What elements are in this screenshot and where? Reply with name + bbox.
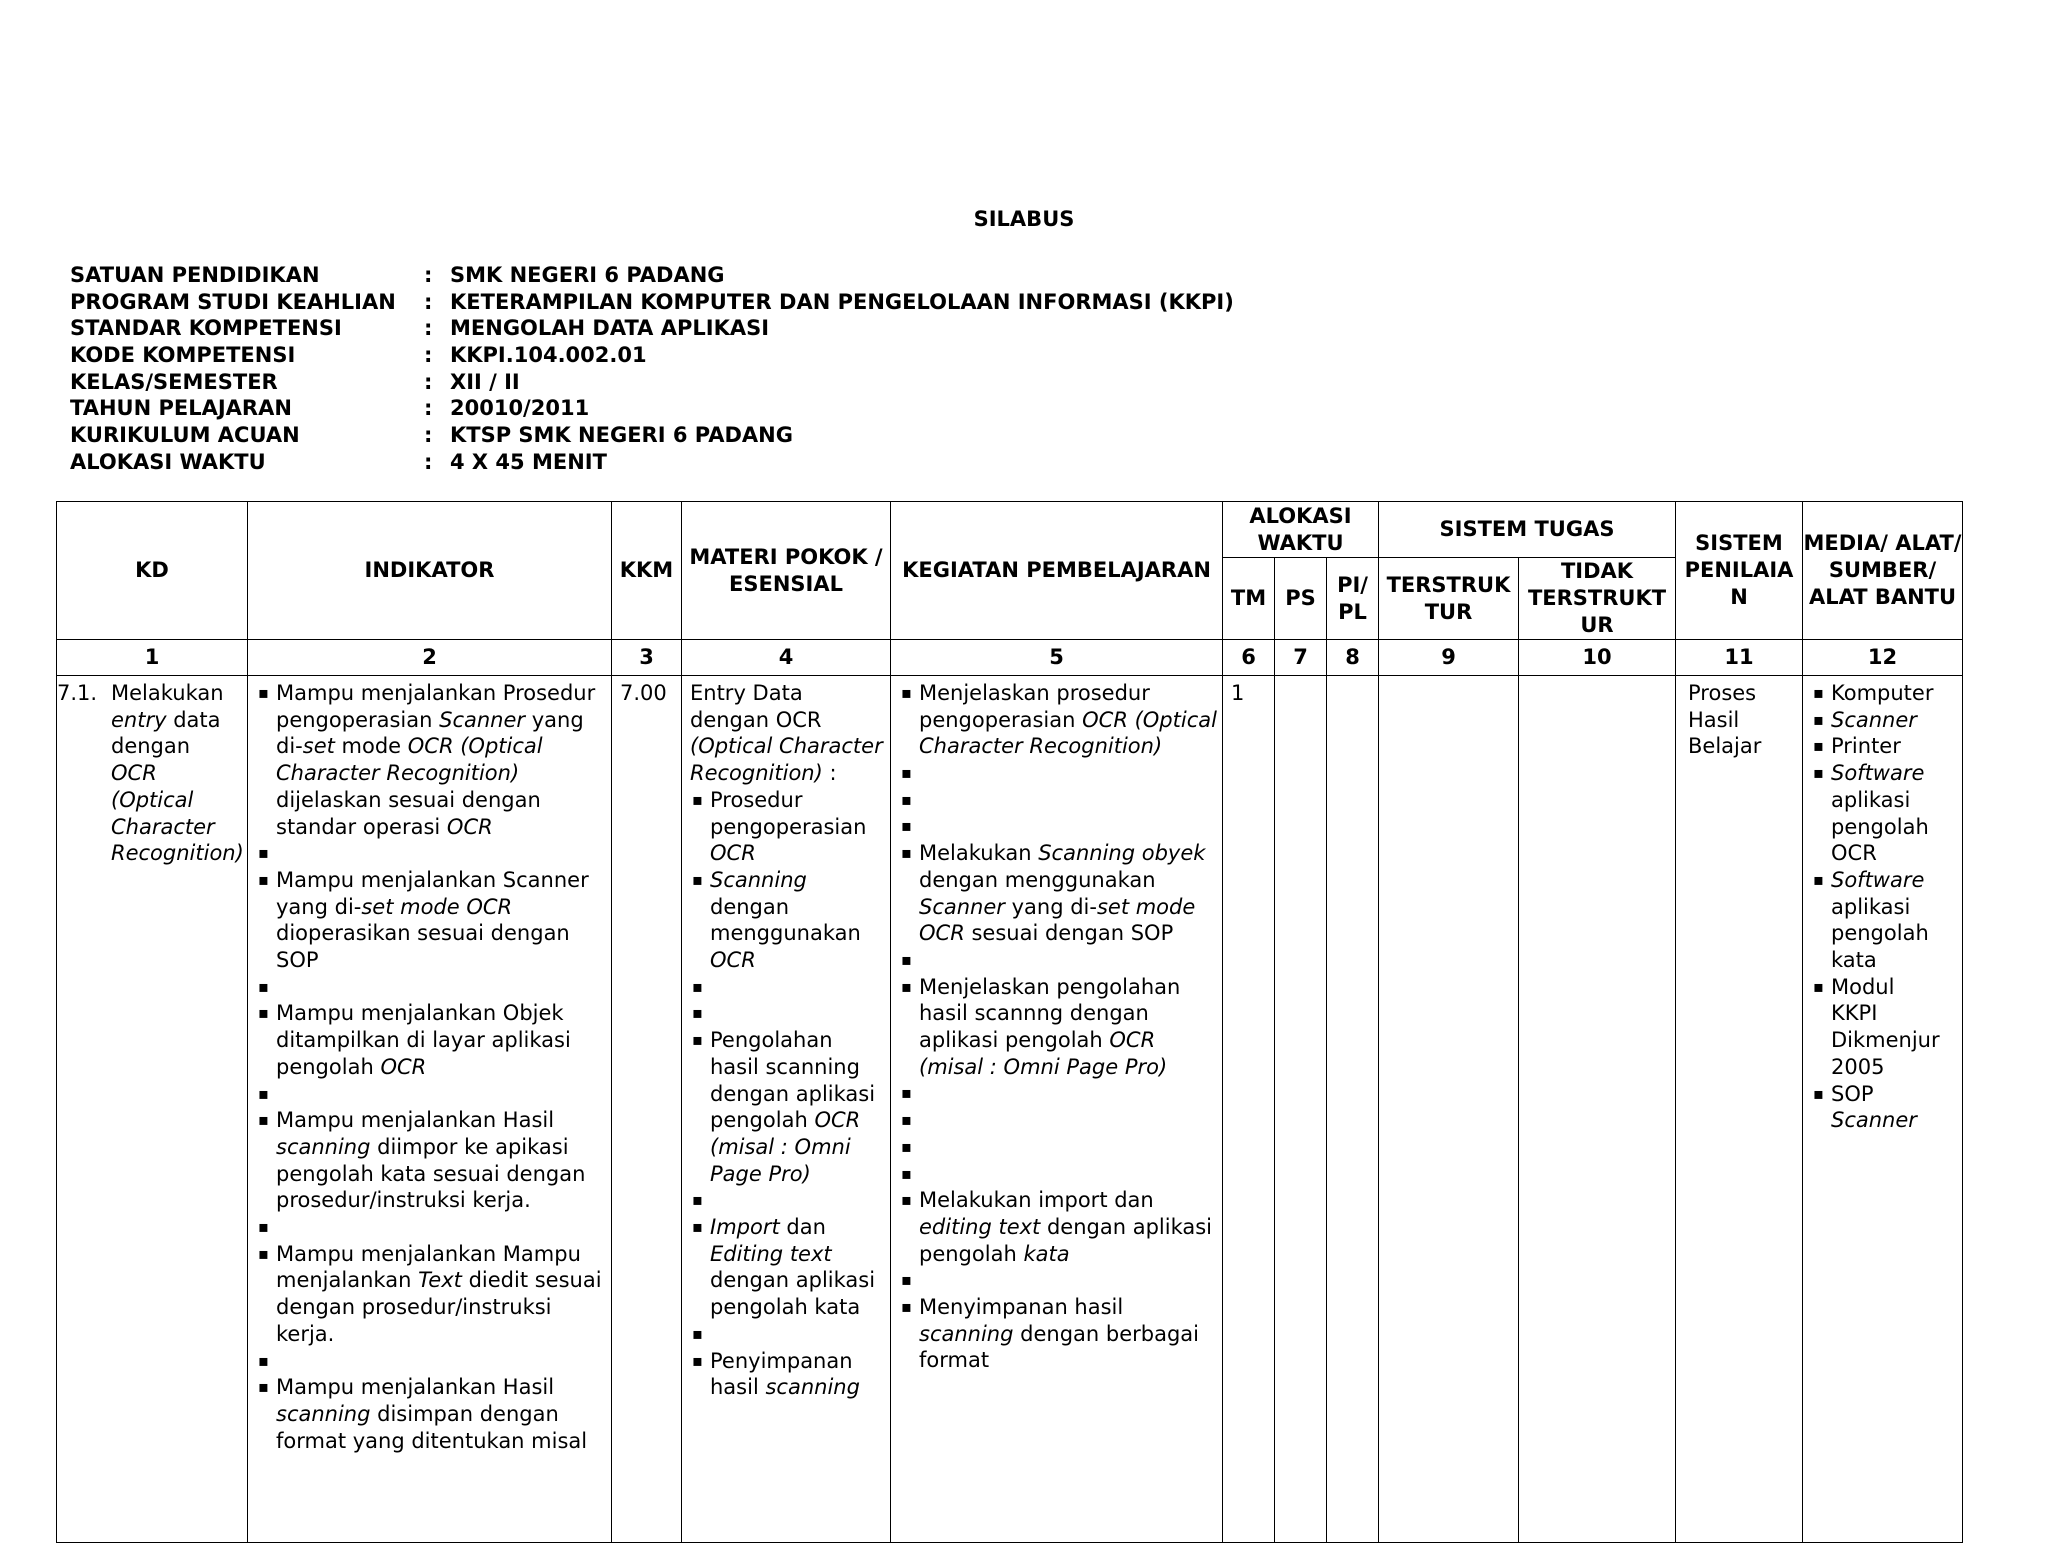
text: Prosedur pengoperasian: [710, 787, 867, 839]
meta-colon: :: [424, 396, 433, 421]
text: scanning: [919, 1321, 1014, 1346]
cell-media: [1803, 676, 1963, 1543]
text: Menjelaskan pengolahan hasil scannng dengan aplikasi pengolah: [919, 974, 1181, 1053]
text: :: [822, 761, 837, 786]
text: OCR (Optical Character Recognition): [276, 734, 543, 786]
meta-colon: :: [424, 316, 433, 341]
text: sesuai dengan SOP: [964, 921, 1174, 946]
text: yang di-: [1004, 894, 1097, 919]
text: Scanner: [919, 894, 1005, 919]
meta-key: KURIKULUM ACUAN: [70, 423, 300, 448]
text: kata: [1023, 1241, 1070, 1266]
column-number: 7: [1275, 640, 1327, 676]
text: Scanning: [710, 867, 807, 892]
column-number: 6: [1223, 640, 1275, 676]
header-alokasi: ALOKASI WAKTU: [1223, 502, 1379, 558]
list-item: [690, 1027, 887, 1187]
list-item: [690, 1348, 887, 1401]
column-number: 3: [612, 640, 682, 676]
text: dijelaskan sesuai dengan standar operasi: [276, 787, 541, 839]
cell-tidak-terstruktur: [1519, 676, 1676, 1543]
meta-key: SATUAN PENDIDIKAN: [70, 263, 320, 287]
column-number: 9: [1379, 640, 1519, 676]
list-item: [1811, 974, 1941, 1081]
header-ps: PS: [1275, 558, 1327, 640]
list-item: [690, 787, 887, 867]
cell-ps: [1275, 676, 1327, 1543]
text: Text: [418, 1268, 462, 1293]
column-number: 10: [1519, 640, 1676, 676]
cell-pipl: [1327, 676, 1379, 1543]
text: OCR: [710, 948, 756, 973]
cell-indikator: [248, 676, 612, 1543]
identity-block: [70, 262, 1234, 476]
tm-value: 1: [1231, 681, 1245, 705]
header-media: MEDIA/ ALAT/ SUMBER/ ALAT BANTU: [1803, 502, 1963, 640]
meta-row: [70, 395, 1234, 422]
text: Scanner: [1831, 1108, 1917, 1133]
cell-materi: [682, 676, 891, 1543]
header-materi: MATERI POKOK / ESENSIAL: [682, 502, 891, 640]
list-item: [1811, 707, 1959, 734]
column-number: 2: [248, 640, 612, 676]
column-number: 11: [1676, 640, 1803, 676]
list-item: [256, 1374, 608, 1454]
text: dioperasikan sesuai dengan SOP: [276, 921, 570, 973]
penilaian-value: Proses Hasil Belajar: [1688, 681, 1762, 759]
list-item: [1811, 1081, 1921, 1134]
text: Pengolahan hasil scanning dengan aplikasi pengolah: [710, 1028, 876, 1133]
text: aplikasi pengolah OCR: [1831, 787, 1929, 866]
text: OCR (misal : Omni Page Pro): [919, 1028, 1168, 1079]
text: Modul KKPI Dikmenjur 2005: [1831, 974, 1940, 1079]
text: data dengan: [111, 707, 221, 759]
list-item: [1811, 680, 1959, 707]
header-kd: KD: [57, 502, 248, 640]
text: Mampu menjalankan Prosedur pengoperasian: [276, 681, 596, 732]
text: Mampu menjalankan Objek ditampilkan di layar aplikasi pengolah: [276, 1001, 571, 1079]
text: dengan aplikasi pengolah kata: [710, 1268, 876, 1320]
meta-row: [70, 262, 1234, 289]
text: Software: [1831, 867, 1925, 892]
syllabus-table: [56, 501, 1963, 1543]
meta-key: TAHUN PELAJARAN: [70, 396, 292, 421]
text: Scanner: [439, 707, 526, 732]
cell-tm: [1223, 676, 1275, 1543]
meta-value: KKPI.104.002.01: [450, 343, 647, 368]
meta-colon: :: [424, 369, 433, 394]
text: Mampu menjalankan Hasil: [276, 1108, 555, 1133]
meta-colon: :: [424, 423, 433, 448]
materi-intro: [690, 680, 887, 787]
text: Software: [1831, 761, 1925, 786]
list-item: [256, 1241, 608, 1348]
text: SOP: [1831, 1081, 1874, 1106]
kkm-value: 7.00: [620, 681, 667, 705]
text: (Optical Character Recognition): [690, 734, 883, 786]
header-sistem-tugas: SISTEM TUGAS: [1379, 502, 1676, 558]
list-item: [1811, 760, 1929, 867]
text: dan: [779, 1215, 826, 1240]
text: editing text: [919, 1214, 1041, 1239]
text: Menjelaskan prosedur pengoperasian: [919, 681, 1150, 732]
meta-colon: :: [424, 449, 433, 474]
cell-kegiatan: [891, 676, 1223, 1543]
meta-row: [70, 342, 1234, 369]
text: Scanning obyek: [1038, 841, 1206, 866]
meta-value: SMK NEGERI 6 PADANG: [450, 263, 725, 287]
list-item: [1811, 733, 1959, 760]
text: mode: [334, 734, 408, 759]
text: OCR (Optical Character Recognition): [111, 761, 244, 866]
list-item: [256, 1107, 608, 1214]
header-row-1: [57, 502, 1963, 558]
meta-key: PROGRAM STUDI KEAHLIAN: [70, 289, 396, 314]
meta-value: 20010/2011: [450, 396, 590, 421]
meta-value: KETERAMPILAN KOMPUTER DAN PENGELOLAAN INFORMASI (KKPI): [450, 289, 1234, 314]
meta-row: [70, 369, 1234, 396]
column-number: 5: [891, 640, 1223, 676]
cell-kd: [57, 676, 248, 1543]
cell-penilaian: [1676, 676, 1803, 1543]
text: set mode OCR: [919, 894, 1196, 946]
column-number: 1: [57, 640, 248, 676]
text: set: [302, 734, 335, 759]
document-title: SILABUS: [973, 207, 1075, 231]
list-item: [899, 680, 1219, 760]
column-number: 4: [682, 640, 891, 676]
text: Editing text: [710, 1241, 832, 1266]
header-tidak-terstruktur: TIDAK TERSTRUKT UR: [1519, 558, 1676, 640]
list-item: [899, 840, 1219, 947]
list-item: [256, 680, 608, 840]
header-indikator: INDIKATOR: [248, 502, 612, 640]
text: OCR (misal : Omni Page Pro): [710, 1108, 861, 1186]
column-number: 8: [1327, 640, 1379, 676]
text: entry: [111, 707, 167, 732]
header-sistem-penilaian: SISTEM PENILAIA N: [1676, 502, 1803, 640]
text: OCR: [710, 841, 756, 866]
text: Import: [710, 1215, 780, 1240]
text: Mampu menjalankan Hasil: [276, 1375, 555, 1400]
list-item: [690, 867, 887, 974]
text: Penyimpanan hasil: [710, 1348, 853, 1400]
meta-colon: :: [424, 343, 433, 368]
meta-row: [70, 315, 1234, 342]
header-kegiatan: KEGIATAN PEMBELAJARAN: [891, 502, 1223, 640]
text: dengan aplikasi pengolah: [919, 1214, 1213, 1266]
text: set mode OCR: [361, 894, 513, 919]
meta-row: [70, 449, 1234, 476]
text: Printer: [1831, 734, 1901, 759]
text: scanning: [276, 1134, 371, 1159]
text: disimpan dengan format yang ditentukan misal: [276, 1401, 588, 1453]
header-pipl: PI/ PL: [1327, 558, 1379, 640]
header-terstruktur: TERSTRUK TUR: [1379, 558, 1519, 640]
text: Komputer: [1831, 681, 1934, 705]
meta-row: [70, 422, 1234, 449]
list-item: [256, 867, 608, 974]
header-tm: TM: [1223, 558, 1275, 640]
text: OCR (Optical Character Recognition): [919, 707, 1217, 759]
table-row: [57, 676, 1963, 1543]
text: Mampu menjalankan Mampu menjalankan: [276, 1241, 581, 1293]
cell-kkm: [612, 676, 682, 1543]
text: OCR: [380, 1054, 427, 1079]
text: diimpor ke apikasi pengolah kata sesuai dengan prosedur/instruksi kerja.: [276, 1134, 586, 1213]
text: Melakukan: [919, 841, 1039, 866]
column-number: 12: [1803, 640, 1963, 676]
meta-value: XII / II: [450, 369, 520, 394]
kd-text: [111, 680, 244, 867]
meta-value: 4 X 45 MENIT: [450, 449, 607, 474]
meta-value: MENGOLAH DATA APLIKASI: [450, 316, 770, 341]
meta-row: [70, 289, 1234, 316]
list-item: [899, 1294, 1219, 1374]
kd-number: 7.1.: [57, 681, 98, 705]
list-item: [256, 1000, 608, 1080]
meta-colon: :: [424, 263, 433, 287]
column-number-row: [57, 640, 1963, 676]
text: dengan berbagai format: [919, 1321, 1199, 1373]
text: dengan menggunakan: [710, 894, 861, 946]
meta-value: KTSP SMK NEGERI 6 PADANG: [450, 423, 793, 448]
text: Melakukan: [111, 681, 224, 705]
text: Mampu menjalankan Scanner yang di-: [276, 867, 589, 919]
list-item: [899, 974, 1219, 1081]
text: Menyimpanan hasil: [919, 1295, 1124, 1320]
text: Scanner: [1831, 707, 1917, 732]
text: diedit sesuai dengan prosedur/instruksi kerja.: [276, 1268, 602, 1346]
text: OCR: [446, 814, 493, 839]
list-item: [899, 1187, 1219, 1267]
meta-colon: :: [424, 289, 433, 314]
text: Melakukan import dan: [919, 1188, 1154, 1213]
meta-key: ALOKASI WAKTU: [70, 449, 266, 474]
meta-key: KELAS/SEMESTER: [70, 369, 278, 394]
list-item: [690, 1214, 887, 1321]
cell-terstruktur: [1379, 676, 1519, 1543]
header-kkm: KKM: [612, 502, 682, 640]
text: Entry Data dengan OCR: [690, 681, 822, 732]
text: yang di-: [276, 707, 584, 759]
text: dengan menggunakan: [919, 867, 1156, 892]
list-item: [1811, 867, 1929, 974]
text: aplikasi pengolah kata: [1831, 894, 1929, 973]
meta-key: KODE KOMPETENSI: [70, 343, 296, 368]
text: scanning: [765, 1375, 860, 1400]
text: scanning: [276, 1401, 371, 1426]
meta-key: STANDAR KOMPETENSI: [70, 316, 342, 341]
